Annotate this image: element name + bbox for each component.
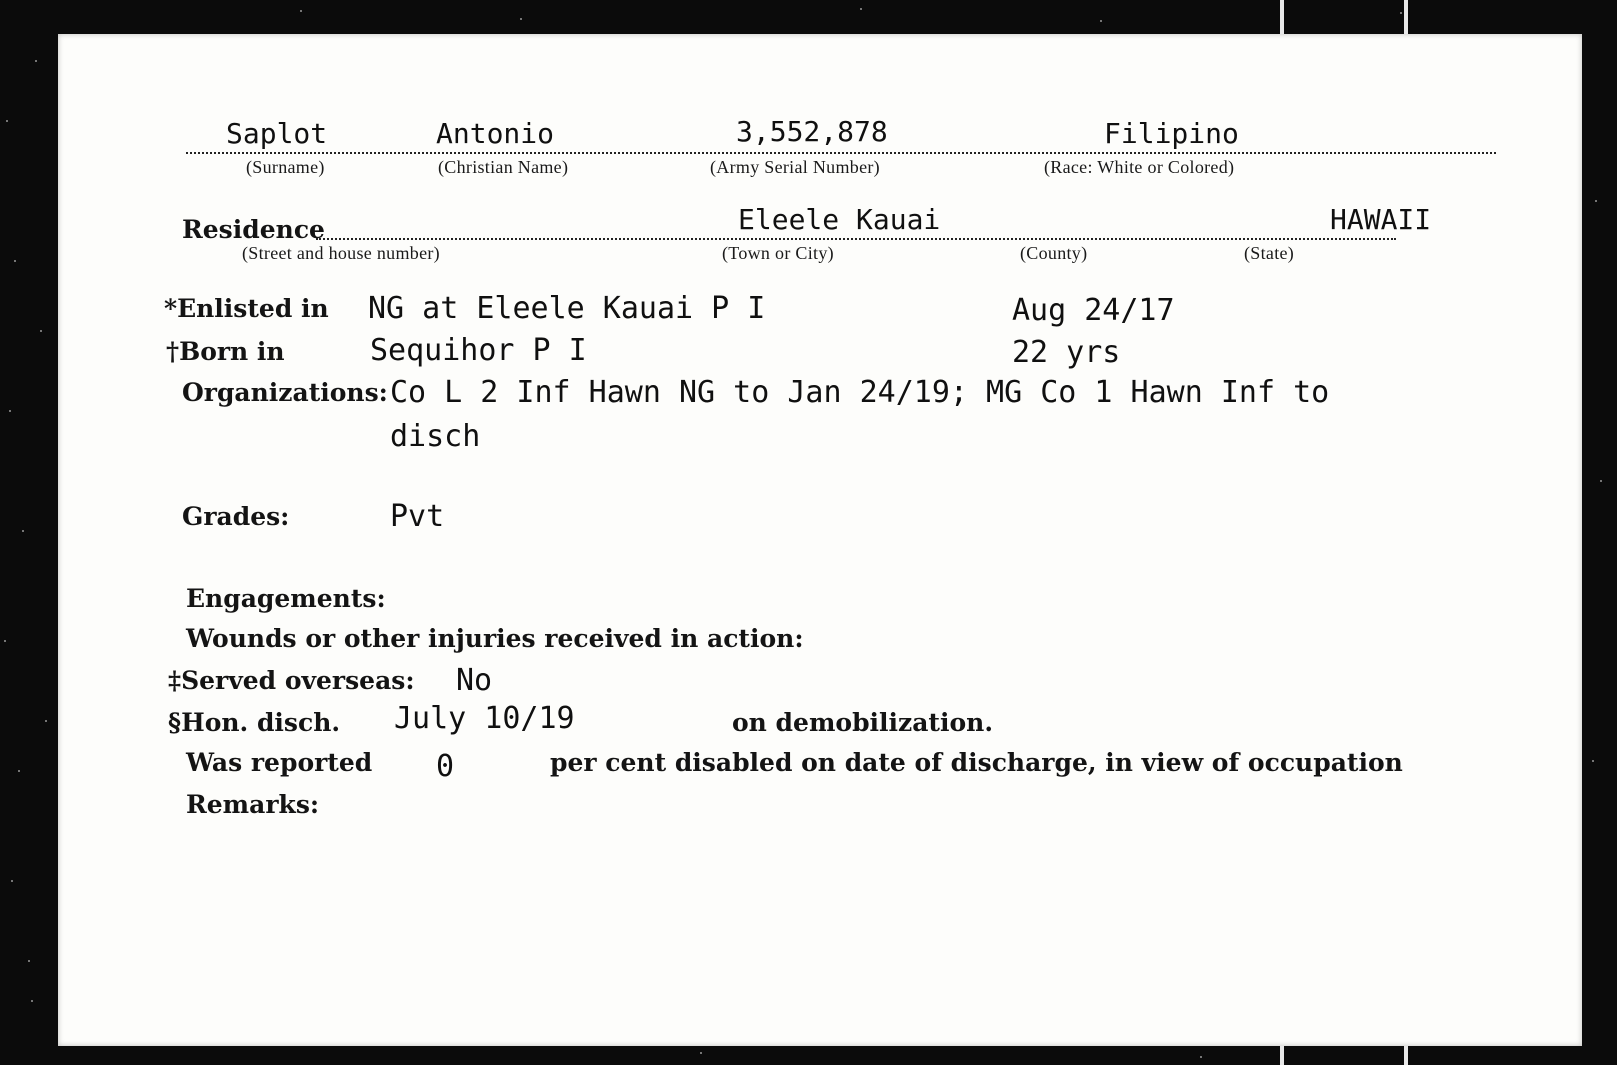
organizations-line1: Co L 2 Inf Hawn NG to Jan 24/19; MG Co 1 Hawn Inf to	[390, 375, 1330, 410]
surname-value: Saplot	[226, 117, 328, 150]
scan-frame-mark-bottom	[1280, 1046, 1284, 1065]
service-record-card	[58, 34, 1582, 1046]
county-caption: (County)	[1020, 243, 1088, 263]
hon-disch-label: §Hon. disch.	[168, 708, 341, 737]
race-caption: (Race: White or Colored)	[1044, 157, 1235, 177]
scan-frame-mark-top-2	[1404, 0, 1408, 34]
scan-frame-mark-top	[1280, 0, 1284, 34]
disability-value: 0	[436, 749, 455, 784]
disability-label: Was reported	[186, 748, 373, 777]
remarks-label: Remarks:	[186, 790, 320, 819]
served-overseas-value: No	[456, 663, 493, 698]
hon-disch-date-value: July 10/19	[394, 701, 575, 736]
state-caption: (State)	[1244, 243, 1295, 263]
street-caption: (Street and house number)	[242, 243, 440, 263]
born-place-value: Sequihor P I	[370, 333, 587, 368]
army-serial-number-caption: (Army Serial Number)	[710, 157, 880, 177]
army-serial-number-value: 3,552,878	[736, 115, 888, 148]
residence-label: Residence	[182, 215, 325, 244]
scan-frame-mark-bottom-2	[1404, 1046, 1408, 1065]
grades-value: Pvt	[390, 499, 445, 534]
organizations-label: Organizations:	[182, 378, 388, 407]
residence-line-rule	[316, 238, 1396, 240]
enlisted-place-value: NG at Eleele Kauai P I	[368, 291, 766, 326]
born-age-value: 22 yrs	[1012, 335, 1121, 370]
residence-town-value: Eleele Kauai	[738, 203, 941, 236]
engagements-label: Engagements:	[186, 584, 386, 613]
disability-suffix: per cent disabled on date of discharge, in view of occupation	[550, 748, 1403, 777]
residence-state-value: HAWAII	[1330, 203, 1432, 236]
christian-name-value: Antonio	[436, 117, 555, 150]
enlisted-label: *Enlisted in	[164, 294, 329, 323]
wounds-label: Wounds or other injuries received in action:	[186, 624, 804, 653]
town-caption: (Town or City)	[722, 243, 834, 263]
enlisted-date-value: Aug 24/17	[1012, 293, 1175, 328]
hon-disch-suffix: on demobilization.	[732, 708, 994, 737]
born-label: †Born in	[166, 337, 285, 366]
grades-label: Grades:	[182, 502, 290, 531]
organizations-line2: disch	[390, 419, 481, 454]
surname-caption: (Surname)	[246, 157, 325, 177]
christian-name-caption: (Christian Name)	[438, 157, 569, 177]
race-value: Filipino	[1104, 117, 1239, 150]
served-overseas-label: ‡Served overseas:	[168, 666, 415, 695]
name-line-rule	[186, 152, 1496, 154]
